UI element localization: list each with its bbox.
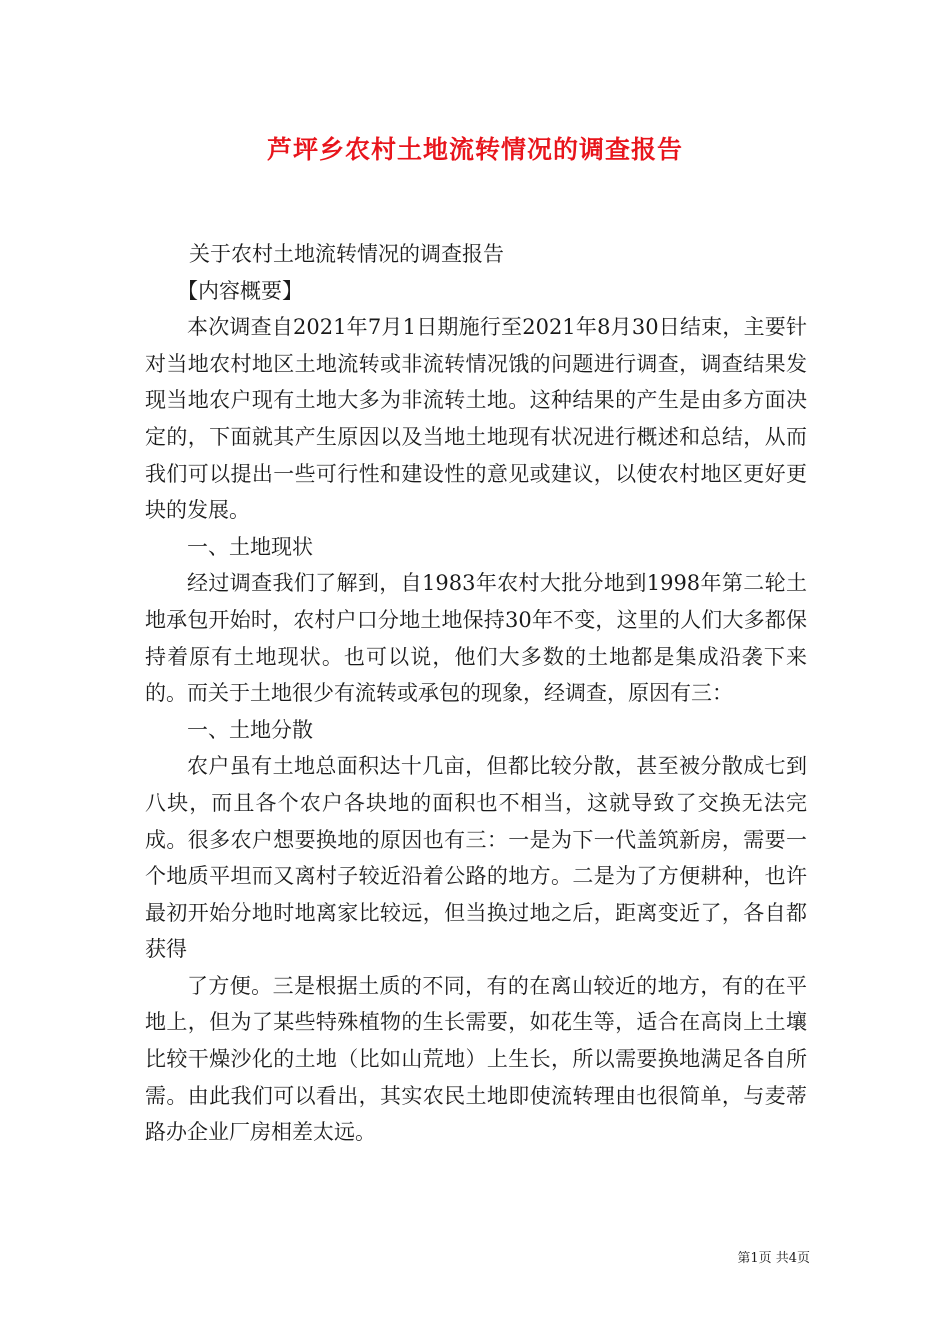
paragraph-intro: 本次调查自2021年7月1日期施行至2021年8月30日结束，主要针对当地农村地区土地流转或非流转情况饿的问题进行调查，调查结果发现当地农户现有土地大多为非流转土地。这种结果的产生是由多方面决定的，下面就其产生原因以及当地土地现有状况进行概述和总结，从而我们可以提出一些可行性和建设性的意见或建议，以使农村地区更好更块的发展。 [145, 315, 807, 523]
document-body [145, 236, 807, 1151]
paragraph-land-scattered: 农户虽有土地总面积达十几亩，但都比较分散，甚至被分散成七到八块，而且各个农户各块地的面积也不相当，这就导致了交换无法完成。很多农户想要换地的原因也有三：一是为下一代盖筑新房，需要一个地质平坦而又离村子较近沿着公路的地方。二是为了方便耕种，也许最初开始分地时地离家比较远，但当换过地之后，距离变近了，各自都获得 [145, 754, 807, 962]
page-number: 第1页 共4页 [737, 1251, 810, 1266]
document-title: 芦坪乡农村土地流转情况的调查报告 [266, 135, 683, 164]
section-heading-land-scattered: 一、土地分散 [187, 717, 313, 742]
summary-label: 【内容概要】 [177, 278, 303, 303]
paragraph-continued: 了方便。三是根据土质的不同，有的在离山较近的地方，有的在平地上，但为了某些特殊植物的生长需要，如花生等，适合在高岗上土壤比较干燥沙化的土地（比如山荒地）上生长，所以需要换地满足各自所需。由此我们可以看出，其实农民土地即使流转理由也很简单，与麦蒂路办企业厂房相差太远。 [145, 973, 807, 1145]
paragraph-land-status: 经过调查我们了解到，自1983年农村大批分地到1998年第二轮土地承包开始时，农村户口分地土地保持30年不变，这里的人们大多都保持着原有土地现状。也可以说，他们大多数的土地都是集成沿袭下来的。而关于土地很少有流转或承包的现象，经调查，原因有三： [145, 571, 807, 706]
section-heading-land-status: 一、土地现状 [187, 534, 313, 559]
report-subtitle: 关于农村土地流转情况的调查报告 [189, 242, 504, 266]
